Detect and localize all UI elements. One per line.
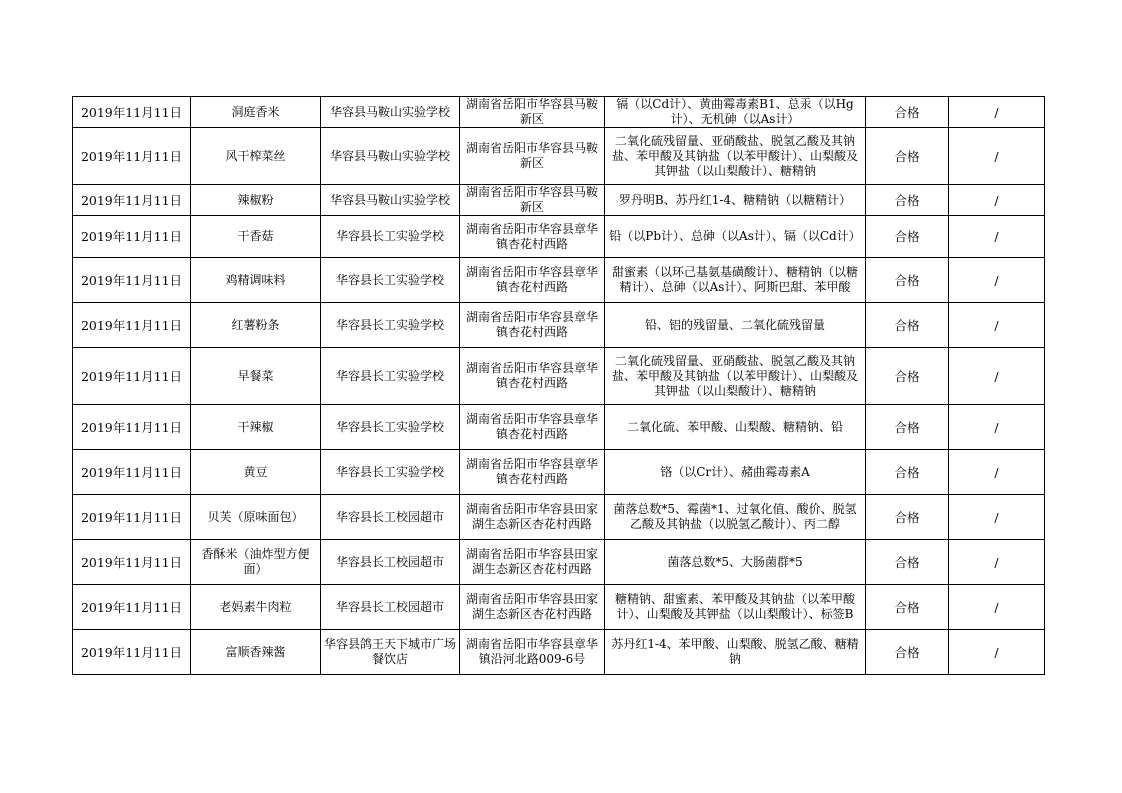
note-cell: / <box>949 185 1045 216</box>
test-items-cell: 二氧化硫残留量、亚硝酸盐、脱氢乙酸及其钠盐、苯甲酸及其钠盐（以苯甲酸计）、山梨酸及其钾盐（以山梨酸计）、糖精钠 <box>605 128 866 185</box>
product-name-cell: 红薯粉条 <box>191 303 321 348</box>
table-row <box>73 585 1045 630</box>
result-cell: 合格 <box>866 450 949 495</box>
test-items-cell: 苏丹红1-4、苯甲酸、山梨酸、脱氢乙酸、糖精钠 <box>605 630 866 675</box>
table-row <box>73 97 1045 128</box>
note-cell: / <box>949 128 1045 185</box>
product-name-cell: 风干榨菜丝 <box>191 128 321 185</box>
note-cell: / <box>949 348 1045 405</box>
note-cell: / <box>949 450 1045 495</box>
table-row <box>73 258 1045 303</box>
inspection-table <box>72 96 1045 675</box>
table-row <box>73 216 1045 258</box>
unit-address-cell: 湖南省岳阳市华容县章华镇杏花村西路 <box>460 258 605 303</box>
sampled-unit-cell: 华容县马鞍山实验学校 <box>321 128 460 185</box>
unit-address-cell: 湖南省岳阳市华容县马鞍新区 <box>460 128 605 185</box>
note-cell: / <box>949 630 1045 675</box>
table-body <box>73 97 1045 675</box>
note-cell: / <box>949 585 1045 630</box>
sampled-unit-cell: 华容县长工实验学校 <box>321 348 460 405</box>
result-cell: 合格 <box>866 303 949 348</box>
sampled-unit-cell: 华容县马鞍山实验学校 <box>321 97 460 128</box>
result-cell: 合格 <box>866 97 949 128</box>
inspection-date-cell: 2019年11月11日 <box>73 185 191 216</box>
note-cell: / <box>949 258 1045 303</box>
product-name-cell: 干香菇 <box>191 216 321 258</box>
unit-address-cell: 湖南省岳阳市华容县马鞍新区 <box>460 97 605 128</box>
unit-address-cell: 湖南省岳阳市华容县马鞍新区 <box>460 185 605 216</box>
sampled-unit-cell: 华容县长工校园超市 <box>321 495 460 540</box>
product-name-cell: 早餐菜 <box>191 348 321 405</box>
product-name-cell: 香酥米（油炸型方便面） <box>191 540 321 585</box>
result-cell: 合格 <box>866 185 949 216</box>
inspection-date-cell: 2019年11月11日 <box>73 450 191 495</box>
test-items-cell: 铬（以Cr计）、赭曲霉毒素A <box>605 450 866 495</box>
product-name-cell: 辣椒粉 <box>191 185 321 216</box>
sampled-unit-cell: 华容县鸽王天下城市广场餐饮店 <box>321 630 460 675</box>
table-row <box>73 630 1045 675</box>
note-cell: / <box>949 216 1045 258</box>
unit-address-cell: 湖南省岳阳市华容县章华镇杏花村西路 <box>460 303 605 348</box>
test-items-cell: 镉（以Cd计）、黄曲霉毒素B1、总汞（以Hg计）、无机砷（以As计） <box>605 97 866 128</box>
sampled-unit-cell: 华容县长工校园超市 <box>321 540 460 585</box>
inspection-date-cell: 2019年11月11日 <box>73 258 191 303</box>
inspection-date-cell: 2019年11月11日 <box>73 585 191 630</box>
test-items-cell: 铅（以Pb计）、总砷（以As计）、镉（以Cd计） <box>605 216 866 258</box>
sampled-unit-cell: 华容县长工校园超市 <box>321 585 460 630</box>
inspection-date-cell: 2019年11月11日 <box>73 97 191 128</box>
product-name-cell: 贝芙（原味面包） <box>191 495 321 540</box>
unit-address-cell: 湖南省岳阳市华容县章华镇杏花村西路 <box>460 348 605 405</box>
test-items-cell: 甜蜜素（以环己基氨基磺酸计）、糖精钠（以糖精计）、总砷（以As计）、阿斯巴甜、苯甲酸 <box>605 258 866 303</box>
table-row <box>73 303 1045 348</box>
result-cell: 合格 <box>866 405 949 450</box>
table-row <box>73 185 1045 216</box>
test-items-cell: 糖精钠、甜蜜素、苯甲酸及其钠盐（以苯甲酸计）、山梨酸及其钾盐（以山梨酸计）、标签B <box>605 585 866 630</box>
table-row <box>73 405 1045 450</box>
sampled-unit-cell: 华容县长工实验学校 <box>321 450 460 495</box>
unit-address-cell: 湖南省岳阳市华容县章华镇沿河北路009-6号 <box>460 630 605 675</box>
sampled-unit-cell: 华容县长工实验学校 <box>321 258 460 303</box>
result-cell: 合格 <box>866 540 949 585</box>
inspection-date-cell: 2019年11月11日 <box>73 216 191 258</box>
product-name-cell: 黄豆 <box>191 450 321 495</box>
note-cell: / <box>949 405 1045 450</box>
unit-address-cell: 湖南省岳阳市华容县田家湖生态新区杏花村西路 <box>460 540 605 585</box>
table-row <box>73 540 1045 585</box>
inspection-date-cell: 2019年11月11日 <box>73 405 191 450</box>
result-cell: 合格 <box>866 216 949 258</box>
inspection-table-container <box>72 96 1044 675</box>
test-items-cell: 铅、铝的残留量、二氧化硫残留量 <box>605 303 866 348</box>
result-cell: 合格 <box>866 128 949 185</box>
sampled-unit-cell: 华容县马鞍山实验学校 <box>321 185 460 216</box>
inspection-date-cell: 2019年11月11日 <box>73 495 191 540</box>
unit-address-cell: 湖南省岳阳市华容县章华镇杏花村西路 <box>460 450 605 495</box>
inspection-date-cell: 2019年11月11日 <box>73 303 191 348</box>
table-row <box>73 128 1045 185</box>
test-items-cell: 罗丹明B、苏丹红1-4、糖精钠（以糖精计） <box>605 185 866 216</box>
inspection-date-cell: 2019年11月11日 <box>73 128 191 185</box>
result-cell: 合格 <box>866 630 949 675</box>
test-items-cell: 菌落总数*5、大肠菌群*5 <box>605 540 866 585</box>
unit-address-cell: 湖南省岳阳市华容县田家湖生态新区杏花村西路 <box>460 585 605 630</box>
unit-address-cell: 湖南省岳阳市华容县章华镇杏花村西路 <box>460 405 605 450</box>
product-name-cell: 老妈素牛肉粒 <box>191 585 321 630</box>
test-items-cell: 二氧化硫、苯甲酸、山梨酸、糖精钠、铅 <box>605 405 866 450</box>
note-cell: / <box>949 495 1045 540</box>
result-cell: 合格 <box>866 258 949 303</box>
test-items-cell: 二氧化硫残留量、亚硝酸盐、脱氢乙酸及其钠盐、苯甲酸及其钠盐（以苯甲酸计）、山梨酸及其钾盐（以山梨酸计）、糖精钠 <box>605 348 866 405</box>
note-cell: / <box>949 303 1045 348</box>
test-items-cell: 菌落总数*5、霉菌*1、过氧化值、酸价、脱氢乙酸及其钠盐（以脱氢乙酸计）、丙二醇 <box>605 495 866 540</box>
product-name-cell: 鸡精调味料 <box>191 258 321 303</box>
product-name-cell: 洞庭香米 <box>191 97 321 128</box>
result-cell: 合格 <box>866 495 949 540</box>
product-name-cell: 富顺香辣酱 <box>191 630 321 675</box>
sampled-unit-cell: 华容县长工实验学校 <box>321 216 460 258</box>
inspection-date-cell: 2019年11月11日 <box>73 348 191 405</box>
product-name-cell: 干辣椒 <box>191 405 321 450</box>
sampled-unit-cell: 华容县长工实验学校 <box>321 303 460 348</box>
sampled-unit-cell: 华容县长工实验学校 <box>321 405 460 450</box>
unit-address-cell: 湖南省岳阳市华容县田家湖生态新区杏花村西路 <box>460 495 605 540</box>
table-row <box>73 495 1045 540</box>
result-cell: 合格 <box>866 348 949 405</box>
inspection-date-cell: 2019年11月11日 <box>73 630 191 675</box>
note-cell: / <box>949 97 1045 128</box>
result-cell: 合格 <box>866 585 949 630</box>
table-row <box>73 450 1045 495</box>
note-cell: / <box>949 540 1045 585</box>
inspection-date-cell: 2019年11月11日 <box>73 540 191 585</box>
unit-address-cell: 湖南省岳阳市华容县章华镇杏花村西路 <box>460 216 605 258</box>
table-row <box>73 348 1045 405</box>
